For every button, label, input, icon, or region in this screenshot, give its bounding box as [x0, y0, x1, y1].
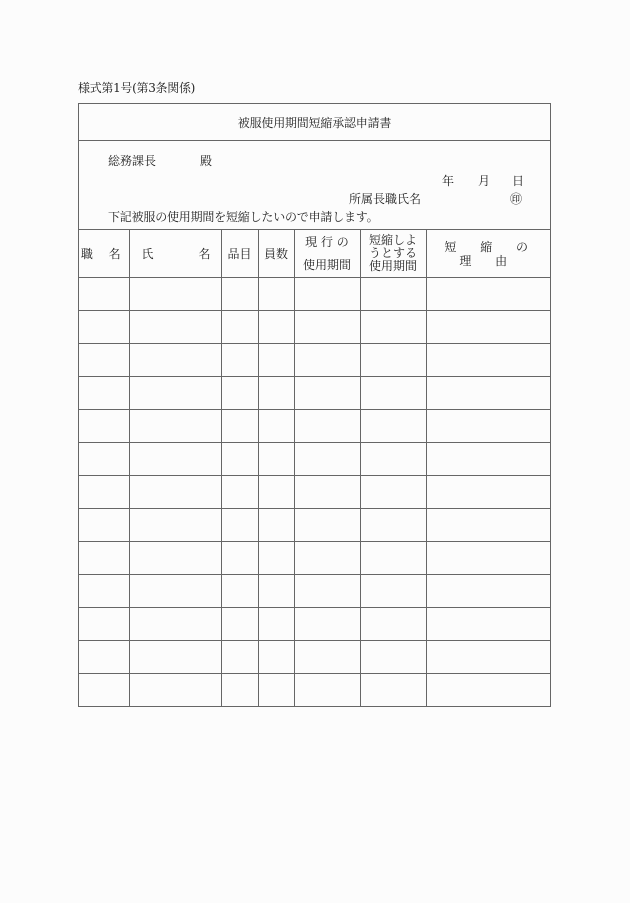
- cell-count[interactable]: [258, 674, 294, 707]
- cell-count[interactable]: [258, 608, 294, 641]
- cell-shortened-period[interactable]: [360, 641, 426, 674]
- detail-table: [79, 230, 550, 706]
- cell-shortened-period[interactable]: [360, 311, 426, 344]
- cell-item[interactable]: [221, 377, 258, 410]
- seal-icon: ㊞: [510, 192, 523, 206]
- table-row: [79, 377, 550, 410]
- cell-reason[interactable]: [426, 674, 550, 707]
- cell-current-period[interactable]: [294, 443, 360, 476]
- cell-current-period[interactable]: [294, 377, 360, 410]
- cell-reason[interactable]: [426, 377, 550, 410]
- cell-item[interactable]: [221, 476, 258, 509]
- cell-reason[interactable]: [426, 278, 550, 311]
- table-header-row: [79, 230, 550, 278]
- cell-position[interactable]: [79, 608, 129, 641]
- cell-name[interactable]: [129, 674, 221, 707]
- cell-current-period[interactable]: [294, 410, 360, 443]
- cell-position[interactable]: [79, 377, 129, 410]
- cell-current-period[interactable]: [294, 575, 360, 608]
- cell-name[interactable]: [129, 311, 221, 344]
- cell-name[interactable]: [129, 344, 221, 377]
- table-row: [79, 641, 550, 674]
- date-year-label: 年: [442, 174, 455, 188]
- header-position: 職 名: [79, 230, 129, 278]
- cell-reason[interactable]: [426, 575, 550, 608]
- cell-position[interactable]: [79, 311, 129, 344]
- cell-shortened-period[interactable]: [360, 575, 426, 608]
- date-month-label: 月: [478, 174, 491, 188]
- table-row: [79, 410, 550, 443]
- cell-item[interactable]: [221, 278, 258, 311]
- cell-name[interactable]: [129, 278, 221, 311]
- cell-current-period[interactable]: [294, 608, 360, 641]
- cell-name[interactable]: [129, 476, 221, 509]
- table-row: [79, 608, 550, 641]
- cell-count[interactable]: [258, 575, 294, 608]
- cell-position[interactable]: [79, 278, 129, 311]
- cell-name[interactable]: [129, 641, 221, 674]
- cell-count[interactable]: [258, 344, 294, 377]
- date-day-label: 日: [512, 174, 525, 188]
- header-count: 員数: [258, 230, 294, 278]
- application-form: [78, 103, 551, 707]
- cell-item[interactable]: [221, 575, 258, 608]
- cell-count[interactable]: [258, 542, 294, 575]
- header-reason: 短 縮 の 理 由: [426, 230, 550, 278]
- cell-shortened-period[interactable]: [360, 410, 426, 443]
- cell-shortened-period[interactable]: [360, 608, 426, 641]
- cell-name[interactable]: [129, 542, 221, 575]
- cell-item[interactable]: [221, 608, 258, 641]
- table-row: [79, 311, 550, 344]
- cell-reason[interactable]: [426, 476, 550, 509]
- cell-item[interactable]: [221, 410, 258, 443]
- cell-reason[interactable]: [426, 608, 550, 641]
- cell-name[interactable]: [129, 443, 221, 476]
- cell-position[interactable]: [79, 344, 129, 377]
- cell-shortened-period[interactable]: [360, 542, 426, 575]
- cell-reason[interactable]: [426, 443, 550, 476]
- cell-current-period[interactable]: [294, 344, 360, 377]
- cell-name[interactable]: [129, 509, 221, 542]
- cell-reason[interactable]: [426, 344, 550, 377]
- cell-item[interactable]: [221, 542, 258, 575]
- cell-name[interactable]: [129, 377, 221, 410]
- cell-count[interactable]: [258, 377, 294, 410]
- cell-reason[interactable]: [426, 311, 550, 344]
- cell-reason[interactable]: [426, 641, 550, 674]
- cell-name[interactable]: [129, 608, 221, 641]
- info-section: [79, 141, 550, 230]
- cell-name[interactable]: [129, 410, 221, 443]
- cell-item[interactable]: [221, 641, 258, 674]
- cell-position[interactable]: [79, 674, 129, 707]
- cell-count[interactable]: [258, 443, 294, 476]
- cell-count[interactable]: [258, 278, 294, 311]
- cell-item[interactable]: [221, 311, 258, 344]
- cell-shortened-period[interactable]: [360, 443, 426, 476]
- cell-name[interactable]: [129, 575, 221, 608]
- cell-position[interactable]: [79, 443, 129, 476]
- header-item: 品目: [221, 230, 258, 278]
- cell-item[interactable]: [221, 344, 258, 377]
- cell-item[interactable]: [221, 674, 258, 707]
- cell-position[interactable]: [79, 542, 129, 575]
- table-row: [79, 509, 550, 542]
- cell-current-period[interactable]: [294, 476, 360, 509]
- cell-current-period[interactable]: [294, 278, 360, 311]
- cell-shortened-period[interactable]: [360, 278, 426, 311]
- cell-count[interactable]: [258, 641, 294, 674]
- cell-position[interactable]: [79, 509, 129, 542]
- cell-shortened-period[interactable]: [360, 344, 426, 377]
- cell-count[interactable]: [258, 509, 294, 542]
- cell-item[interactable]: [221, 509, 258, 542]
- table-row: [79, 278, 550, 311]
- manager-name-label: 所属長職氏名: [349, 192, 422, 206]
- form-title: 被服使用期間短縮承認申請書: [79, 104, 550, 141]
- cell-count[interactable]: [258, 476, 294, 509]
- cell-shortened-period[interactable]: [360, 674, 426, 707]
- cell-reason[interactable]: [426, 542, 550, 575]
- header-shortened-period: 短縮しよ うとする 使用期間: [360, 230, 426, 278]
- header-current-period: 現 行 の 使用期間: [294, 230, 360, 278]
- table-row: [79, 443, 550, 476]
- cell-position[interactable]: [79, 410, 129, 443]
- header-name: 氏 名: [129, 230, 221, 278]
- cell-current-period[interactable]: [294, 542, 360, 575]
- cell-count[interactable]: [258, 410, 294, 443]
- table-row: [79, 575, 550, 608]
- cell-position[interactable]: [79, 641, 129, 674]
- cell-item[interactable]: [221, 443, 258, 476]
- table-row: [79, 344, 550, 377]
- request-statement: 下記被服の使用期間を短縮したいので申請します。: [108, 210, 379, 224]
- cell-position[interactable]: [79, 575, 129, 608]
- cell-current-period[interactable]: [294, 509, 360, 542]
- table-row: [79, 476, 550, 509]
- form-number-label: 様式第1号(第3条関係): [78, 81, 196, 95]
- table-row: [79, 674, 550, 707]
- cell-current-period[interactable]: [294, 674, 360, 707]
- cell-current-period[interactable]: [294, 641, 360, 674]
- cell-reason[interactable]: [426, 410, 550, 443]
- cell-reason[interactable]: [426, 509, 550, 542]
- honorific: 殿: [200, 154, 213, 168]
- addressee: 総務課長: [108, 154, 157, 168]
- cell-position[interactable]: [79, 476, 129, 509]
- cell-current-period[interactable]: [294, 311, 360, 344]
- table-row: [79, 542, 550, 575]
- cell-shortened-period[interactable]: [360, 377, 426, 410]
- cell-shortened-period[interactable]: [360, 476, 426, 509]
- cell-shortened-period[interactable]: [360, 509, 426, 542]
- cell-count[interactable]: [258, 311, 294, 344]
